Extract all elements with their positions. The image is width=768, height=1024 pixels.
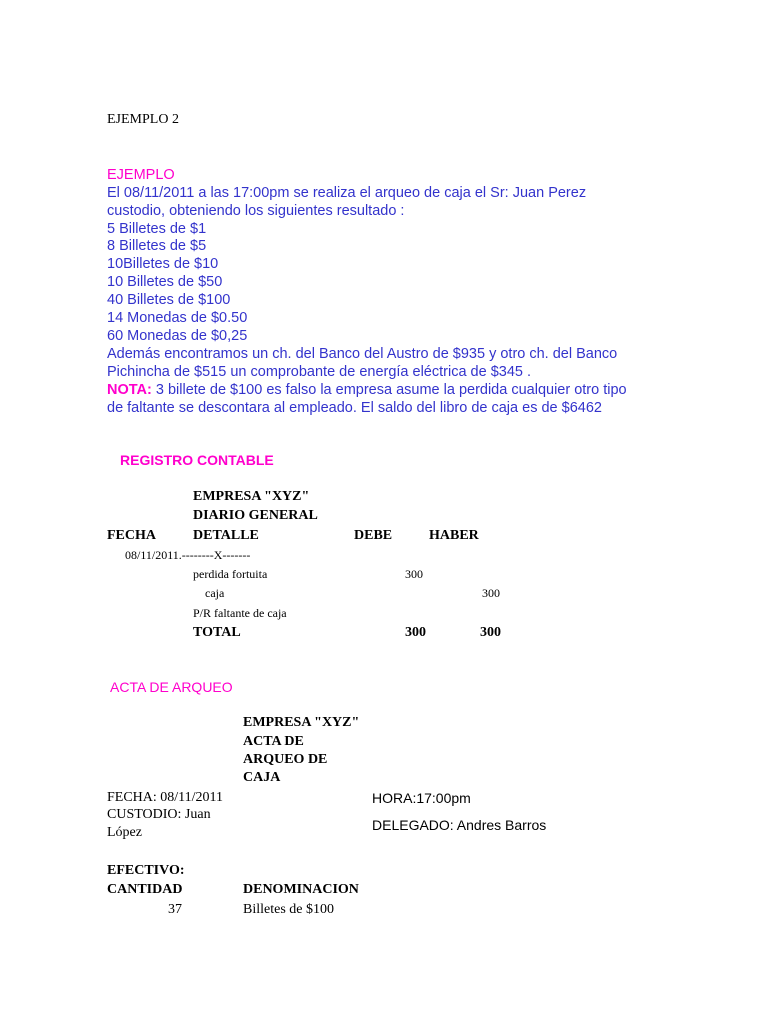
example-line-3: 5 Billetes de $1 [107,221,207,237]
registro-company: EMPRESA "XYZ" [193,489,310,504]
example-line-2: custodio, obteniendo los siguientes resultado : [107,203,405,219]
nota-label: NOTA: [107,382,152,398]
acta-hora: HORA:17:00pm [372,790,471,806]
example-line-8: 14 Monedas de $0.50 [107,310,248,326]
col-detalle: DETALLE [193,528,259,543]
nota-text: 3 billete de $100 es falso la empresa asume la perdida cualquier otro tipo [151,382,627,398]
acta-delegado: DELEGADO: Andres Barros [372,817,547,833]
registro-journal: DIARIO GENERAL [193,508,318,523]
acta-title-l2: ARQUEO DE [243,752,328,767]
row1-detail: perdida fortuita [193,567,268,581]
journal-date-line: 08/11/2011.--------X------- [125,548,251,562]
acta-title-l3: CAJA [243,770,281,785]
row1-debe: 300 [405,567,423,581]
acta-company: EMPRESA "XYZ" [243,715,360,730]
total-label: TOTAL [193,625,241,640]
efectivo-label: EFECTIVO: [107,863,185,878]
example-line-11: Pichincha de $515 un comprobante de energía eléctrica de $345 . [107,364,532,380]
example-heading: EJEMPLO [107,167,175,183]
cash-row1-cantidad: 37 [168,902,182,917]
example-line-6: 10 Billetes de $50 [107,274,223,290]
col-haber: HABER [429,528,479,543]
row2-detail: caja [205,586,225,600]
acta-custodio-l2: López [107,825,142,840]
registro-heading: REGISTRO CONTABLE [120,452,274,468]
nota-continuation: de faltante se descontara al empleado. El saldo del libro de caja es de $6462 [107,400,602,416]
document-title: EJEMPLO 2 [107,112,179,127]
row2-haber: 300 [482,586,500,600]
acta-heading: ACTA DE ARQUEO [110,679,233,695]
example-line-5: 10Billetes de $10 [107,256,219,272]
acta-fecha: FECHA: 08/11/2011 [107,790,224,805]
example-line-7: 40 Billetes de $100 [107,292,231,308]
row3-detail: P/R faltante de caja [193,606,287,620]
example-line-4: 8 Billetes de $5 [107,238,207,254]
example-line-1: El 08/11/2011 a las 17:00pm se realiza el arqueo de caja el Sr: Juan Perez [107,185,587,201]
acta-custodio-l1: CUSTODIO: Juan [107,807,211,822]
example-line-9: 60 Monedas de $0,25 [107,328,248,344]
total-debe: 300 [405,625,426,640]
col-debe: DEBE [354,528,393,543]
col-cantidad: CANTIDAD [107,882,183,897]
example-line-10: Además encontramos un ch. del Banco del Austro de $935 y otro ch. del Banco [107,346,618,362]
nota-line [107,381,627,399]
acta-title-l1: ACTA DE [243,734,304,749]
cash-row1-denominacion: Billetes de $100 [243,902,334,917]
col-denominacion: DENOMINACION [243,882,359,897]
total-haber: 300 [480,625,501,640]
col-fecha: FECHA [107,528,156,543]
